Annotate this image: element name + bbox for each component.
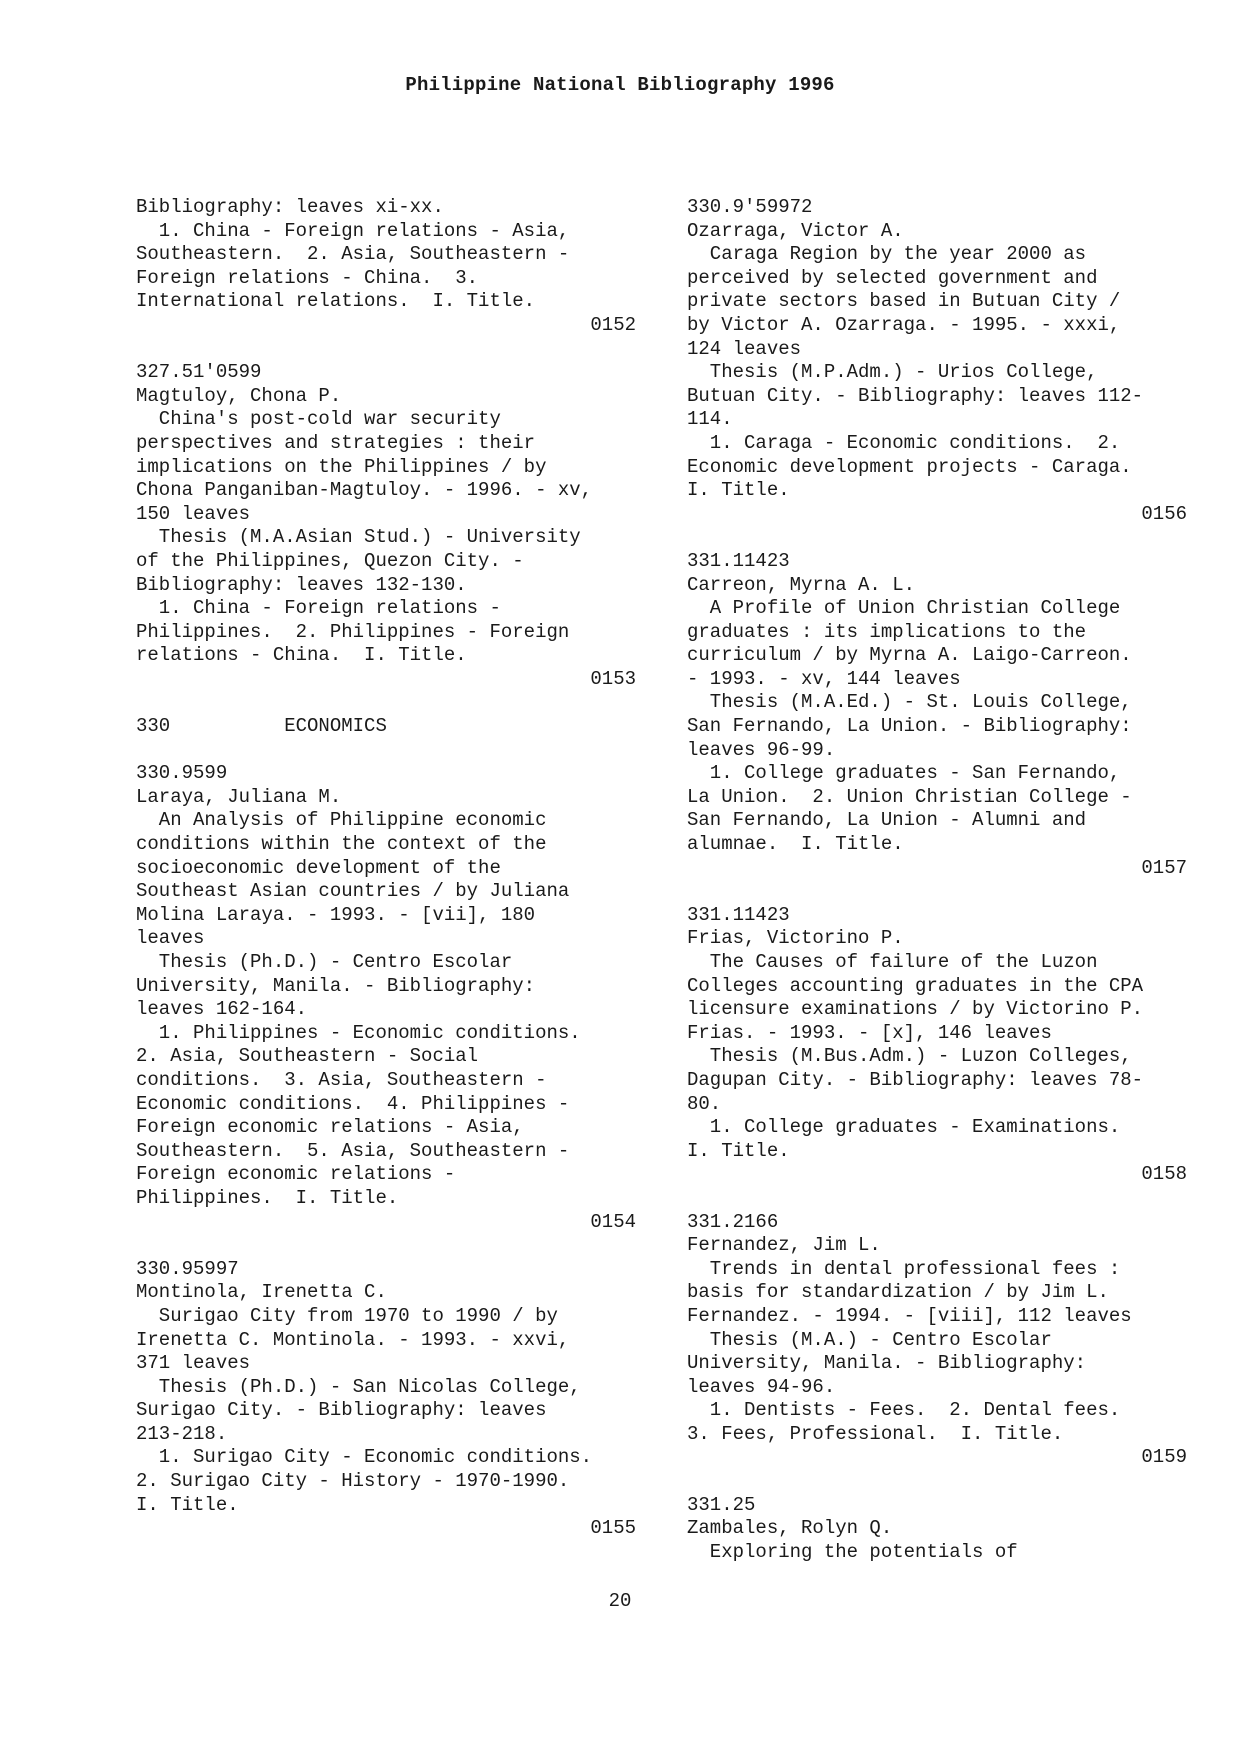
text-line: Chona Panganiban-Magtuloy. - 1996. - xv, xyxy=(136,479,593,502)
left-column xyxy=(136,196,636,1541)
entry-number: 0152 xyxy=(590,313,636,336)
text-line: 3. Fees, Professional. I. Title. xyxy=(687,1422,1064,1445)
text-line: Caraga Region by the year 2000 as xyxy=(687,243,1087,266)
text-line: 2. Surigao City - History - 1970-1990. xyxy=(136,1470,570,1493)
text-line: 327.51'0599 xyxy=(136,361,262,384)
text-line: Carreon, Myrna A. L. xyxy=(687,573,916,596)
text-line: Philippines. I. Title. xyxy=(136,1186,399,1209)
text-line: Zambales, Rolyn Q. xyxy=(687,1517,893,1540)
right-column xyxy=(687,196,1187,1564)
text-line: The Causes of failure of the Luzon xyxy=(687,951,1098,973)
text-line xyxy=(687,526,1187,550)
text-line: by Victor A. Ozarraga. - 1995. - xxxi, xyxy=(687,313,1121,336)
text-line: Thesis (Ph.D.) - Centro Escolar xyxy=(136,951,513,973)
text-line: 1. College graduates - Examinations. xyxy=(687,1116,1121,1139)
text-line: 114. xyxy=(687,408,733,431)
text-line xyxy=(136,338,636,362)
text-line: San Fernando, La Union. - Bibliography: xyxy=(687,715,1132,738)
entry-number: 0159 xyxy=(1141,1446,1187,1469)
text-line: Frias, Victorino P. xyxy=(687,927,904,950)
text-line: Economic development projects - Caraga. xyxy=(687,455,1132,478)
text-line: Colleges accounting graduates in the CPA xyxy=(687,974,1144,997)
text-line: I. Title. xyxy=(136,1493,239,1516)
text-line: licensure examinations / by Victorino P. xyxy=(687,998,1144,1021)
entry-number: 0158 xyxy=(1141,1163,1187,1186)
text-line: Fernandez, Jim L. xyxy=(687,1234,881,1257)
text-line: Butuan City. - Bibliography: leaves 112- xyxy=(687,384,1144,407)
text-line: conditions within the context of the xyxy=(136,833,547,856)
text-line: 330.9'59972 xyxy=(687,196,813,218)
page-number: 20 xyxy=(608,1590,632,1612)
entry-number: 0154 xyxy=(590,1210,636,1233)
text-line: Irenetta C. Montinola. - 1993. - xxvi, xyxy=(136,1328,570,1351)
text-line: 331.11423 xyxy=(687,903,790,926)
text-line xyxy=(687,880,1187,904)
text-line: San Fernando, La Union - Alumni and xyxy=(687,809,1087,832)
text-line: alumnae. I. Title. xyxy=(687,833,904,856)
text-line: International relations. I. Title. xyxy=(136,290,536,313)
text-line: 1. China - Foreign relations - xyxy=(136,597,501,620)
text-line: Dagupan City. - Bibliography: leaves 78- xyxy=(687,1068,1144,1091)
text-line: Surigao City. - Bibliography: leaves xyxy=(136,1399,547,1422)
text-line: Magtuloy, Chona P. xyxy=(136,384,342,407)
text-line: 1. Caraga - Economic conditions. 2. xyxy=(687,431,1121,454)
text-line: Bibliography: leaves 132-130. xyxy=(136,573,467,596)
text-line: Philippines. 2. Philippines - Foreign xyxy=(136,620,570,643)
text-line xyxy=(136,739,636,763)
text-line: 1. Surigao City - Economic conditions. xyxy=(136,1446,593,1469)
text-line xyxy=(687,1470,1187,1494)
text-line: 1. College graduates - San Fernando, xyxy=(687,762,1121,785)
text-line: Foreign relations - China. 3. xyxy=(136,266,479,289)
text-line: 330.95997 xyxy=(136,1257,239,1280)
text-line: 330.9599 xyxy=(136,762,228,785)
text-line: I. Title. xyxy=(687,479,790,502)
text-line: 124 leaves xyxy=(687,337,802,360)
text-line: 331.2166 xyxy=(687,1210,779,1233)
text-line: relations - China. I. Title. xyxy=(136,644,467,667)
text-line: Laraya, Juliana M. xyxy=(136,785,342,808)
text-line: implications on the Philippines / by xyxy=(136,455,547,478)
text-line: A Profile of Union Christian College xyxy=(687,597,1121,620)
text-line: curriculum / by Myrna A. Laigo-Carreon. xyxy=(687,644,1132,667)
text-line: Surigao City from 1970 to 1990 / by xyxy=(136,1304,558,1327)
text-line: Montinola, Irenetta C. xyxy=(136,1281,387,1304)
text-line: 371 leaves xyxy=(136,1352,251,1375)
text-line: Exploring the potentials of xyxy=(687,1540,1018,1563)
text-line: Foreign economic relations - xyxy=(136,1163,456,1186)
entry-number: 0153 xyxy=(590,667,636,690)
text-line: private sectors based in Butuan City / xyxy=(687,290,1121,313)
text-line: leaves 94-96. xyxy=(687,1375,836,1398)
text-line: Ozarraga, Victor A. xyxy=(687,219,904,242)
entry-number: 0155 xyxy=(590,1517,636,1540)
text-line: Trends in dental professional fees : xyxy=(687,1257,1121,1280)
text-line xyxy=(687,1187,1187,1211)
text-line: graduates : its implications to the xyxy=(687,620,1087,643)
text-line xyxy=(136,1234,636,1258)
text-line: Southeastern. 2. Asia, Southeastern - xyxy=(136,243,570,266)
entry-number: 0156 xyxy=(1141,502,1187,525)
text-line: perceived by selected government and xyxy=(687,266,1098,289)
text-line: 213-218. xyxy=(136,1422,228,1445)
text-line: Frias. - 1993. - [x], 146 leaves xyxy=(687,1021,1052,1044)
text-line: Fernandez. - 1994. - [viii], 112 leaves xyxy=(687,1304,1132,1327)
text-line: 331.11423 xyxy=(687,549,790,572)
text-line: 331.25 xyxy=(687,1493,756,1516)
text-line: 2. Asia, Southeastern - Social xyxy=(136,1045,479,1068)
text-line: Southeast Asian countries / by Juliana xyxy=(136,880,570,903)
page-title: Philippine National Bibliography 1996 xyxy=(405,74,835,96)
text-line: Bibliography: leaves xi-xx. xyxy=(136,196,444,218)
text-line: 1. Dentists - Fees. 2. Dental fees. xyxy=(687,1399,1121,1422)
text-line: basis for standardization / by Jim L. xyxy=(687,1281,1109,1304)
text-line: Economic conditions. 4. Philippines - xyxy=(136,1092,570,1115)
text-line: Thesis (M.A.) - Centro Escolar xyxy=(687,1328,1052,1351)
text-line: leaves xyxy=(136,927,205,950)
entry-number: 0157 xyxy=(1141,856,1187,879)
text-line: socioeconomic development of the xyxy=(136,856,501,879)
text-line: of the Philippines, Quezon City. - xyxy=(136,549,524,572)
text-line: University, Manila. - Bibliography: xyxy=(136,974,536,997)
text-line: 80. xyxy=(687,1092,722,1115)
text-line: Molina Laraya. - 1993. - [vii], 180 xyxy=(136,903,536,926)
text-line: I. Title. xyxy=(687,1139,790,1162)
text-line: Thesis (M.P.Adm.) - Urios College, xyxy=(687,361,1098,384)
text-line: 1. Philippines - Economic conditions. xyxy=(136,1021,581,1044)
text-line: 150 leaves xyxy=(136,502,251,525)
text-line: conditions. 3. Asia, Southeastern - xyxy=(136,1068,547,1091)
text-line: Thesis (M.A.Ed.) - St. Louis College, xyxy=(687,691,1132,714)
text-line: leaves 162-164. xyxy=(136,998,308,1021)
text-line: Thesis (Ph.D.) - San Nicolas College, xyxy=(136,1375,581,1398)
text-line xyxy=(136,691,636,715)
text-line: Thesis (M.A.Asian Stud.) - University xyxy=(136,526,581,549)
text-line: - 1993. - xv, 144 leaves xyxy=(687,667,961,690)
text-line: University, Manila. - Bibliography: xyxy=(687,1352,1087,1375)
text-line: 330 ECONOMICS xyxy=(136,715,387,738)
text-line: perspectives and strategies : their xyxy=(136,431,536,454)
text-line: Foreign economic relations - Asia, xyxy=(136,1116,524,1139)
text-line: Southeastern. 5. Asia, Southeastern - xyxy=(136,1139,570,1162)
text-line: China's post-cold war security xyxy=(136,408,501,431)
text-line: Thesis (M.Bus.Adm.) - Luzon Colleges, xyxy=(687,1045,1132,1068)
text-line: leaves 96-99. xyxy=(687,738,836,761)
text-line: La Union. 2. Union Christian College - xyxy=(687,785,1132,808)
text-line: An Analysis of Philippine economic xyxy=(136,809,547,832)
text-line: 1. China - Foreign relations - Asia, xyxy=(136,219,570,242)
